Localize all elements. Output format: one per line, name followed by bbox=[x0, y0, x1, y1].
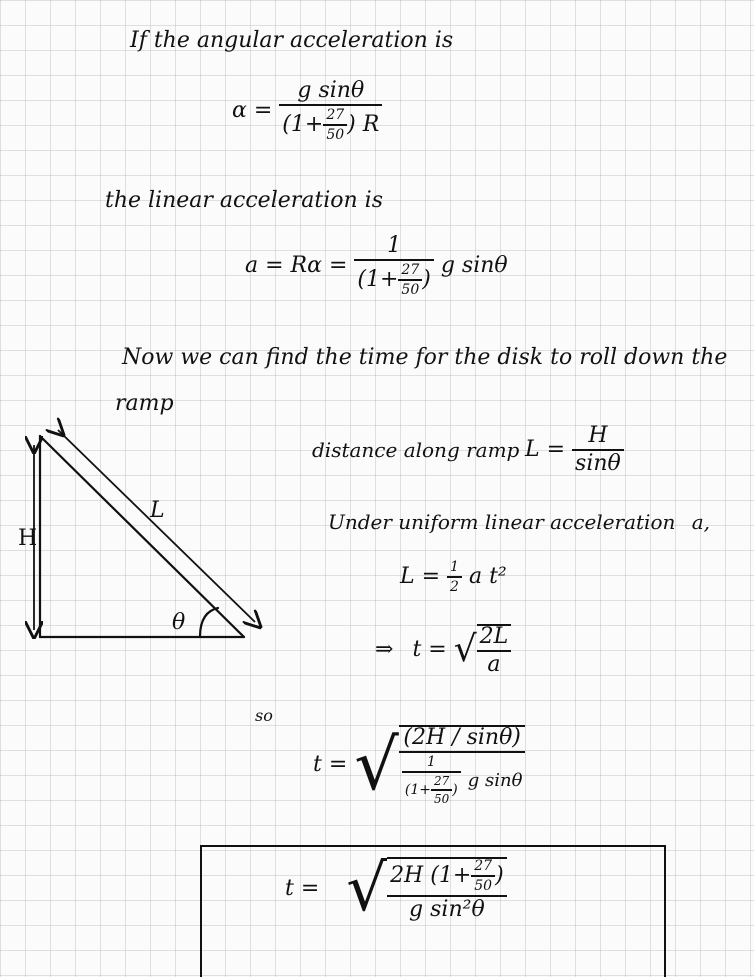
eq2-lhs: a = Rα = bbox=[245, 253, 348, 278]
eq4-half bbox=[447, 560, 462, 594]
eq2-den-pre: (1+ bbox=[357, 267, 399, 292]
eq2-den-post: ) bbox=[422, 267, 431, 292]
eq4-half-den: 2 bbox=[450, 579, 459, 595]
eq4-rhs: a t² bbox=[468, 564, 507, 589]
eq4-lhs: L = bbox=[400, 564, 441, 589]
eq6-denominator bbox=[399, 755, 526, 805]
eq3-numerator: H bbox=[588, 423, 608, 448]
diagram-label-L: L bbox=[150, 498, 165, 523]
eq5-arrow: ⇒ bbox=[375, 637, 394, 662]
eq1-den-frac-num: 27 bbox=[326, 107, 345, 123]
eq7-numerator bbox=[387, 859, 507, 893]
eq6-inner-frac-den: 50 bbox=[434, 792, 450, 806]
ramp-hypotenuse bbox=[40, 436, 244, 637]
eq7-fraction bbox=[387, 857, 507, 921]
equation-kinematics bbox=[400, 560, 507, 594]
eq5-numerator: 2L bbox=[479, 624, 509, 649]
eq6-inner-den-frac bbox=[431, 775, 452, 805]
eq5-fraction bbox=[477, 624, 512, 676]
eq6-inner-den-pre: (1+ bbox=[404, 782, 431, 798]
eq1-numerator: g sinθ bbox=[297, 78, 365, 103]
eq1-den-frac-den: 50 bbox=[326, 127, 345, 143]
uniform-var: a, bbox=[691, 510, 711, 534]
eq7-num-frac-den: 50 bbox=[474, 878, 493, 894]
uniform-text: Under uniform linear acceleration bbox=[328, 510, 676, 534]
eq6-inner-fraction bbox=[402, 755, 461, 805]
eq6-post: g sinθ bbox=[467, 770, 523, 791]
eq7-num-frac bbox=[471, 859, 495, 893]
eq1-den-post: ) R bbox=[347, 112, 380, 137]
equation-final-time: t = √ 2H (1+ $\frac{27}{50}$ ) g sin²θ bbox=[285, 857, 507, 921]
theta-arc bbox=[200, 608, 218, 637]
eq2-post: g sinθ bbox=[440, 253, 508, 278]
eq6-numerator: (2H / sinθ) bbox=[403, 725, 521, 750]
eq6-fraction bbox=[399, 725, 526, 805]
eq6-inner-num: 1 bbox=[426, 754, 436, 770]
eq3-lhs: L = bbox=[525, 437, 566, 462]
so-label: so bbox=[255, 706, 273, 725]
eq6-lhs: t = bbox=[313, 752, 348, 777]
intro-line-linear: the linear acceleration is bbox=[105, 188, 383, 213]
eq7-num-post: ) bbox=[495, 863, 504, 888]
eq3-denominator: sinθ bbox=[575, 451, 621, 476]
eq6-inner-den bbox=[402, 775, 461, 805]
eq5-denominator: a bbox=[487, 652, 501, 677]
eq7-num-pre: 2H (1+ bbox=[390, 863, 472, 888]
eq7-denominator: g sin²θ bbox=[409, 897, 485, 922]
equation-time-sqrt: ⇒ t = √ $\frac{2L}{a}$ bbox=[375, 624, 511, 676]
diagram-label-theta: θ bbox=[172, 610, 186, 635]
eq1-lhs: α = bbox=[232, 98, 273, 123]
eq2-numerator: 1 bbox=[387, 233, 402, 258]
eq7-num-frac-num: 27 bbox=[474, 858, 493, 874]
uniform-acceleration-line bbox=[328, 512, 710, 532]
length-arrow bbox=[58, 430, 255, 622]
intro-line-ramp: ramp bbox=[115, 391, 174, 416]
eq2-den-frac-den: 50 bbox=[401, 282, 420, 298]
eq6-inner-den-post: ) bbox=[452, 782, 458, 798]
eq4-half-num: 1 bbox=[450, 559, 459, 575]
eq5-lhs: t = bbox=[412, 637, 447, 662]
eq3-fraction bbox=[572, 425, 624, 475]
intro-line-angular: If the angular acceleration is bbox=[130, 28, 454, 53]
equation-ramp-length bbox=[525, 425, 624, 475]
eq2-den-frac-num: 27 bbox=[401, 262, 420, 278]
equation-time-substituted: t = √ (2H / sinθ) 1 (1+ $\frac{27}{50}$ ) g sinθ bbox=[313, 725, 525, 805]
diagram-label-H: H bbox=[18, 526, 38, 551]
eq7-lhs: t = bbox=[285, 876, 320, 901]
eq6-inner-frac-num: 27 bbox=[434, 774, 450, 788]
eq1-den-pre: (1+ bbox=[282, 112, 324, 137]
intro-line-time: Now we can find the time for the disk to roll down the bbox=[122, 345, 728, 370]
distance-along-ramp-label: distance along ramp bbox=[312, 438, 520, 462]
